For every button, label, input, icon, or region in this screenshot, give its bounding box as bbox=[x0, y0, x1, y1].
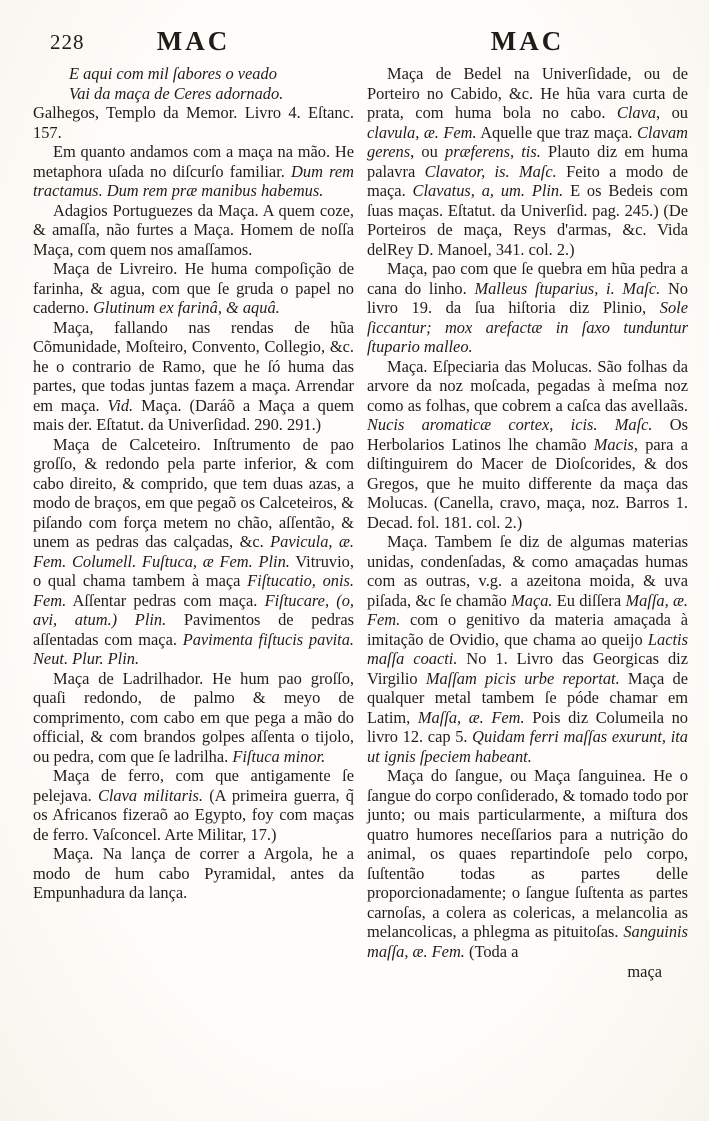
body-text: (Toda a bbox=[464, 941, 519, 961]
right-column bbox=[367, 64, 688, 982]
latin-italic-text: Maſſa, æ. Fem. bbox=[367, 590, 688, 629]
body-text: Os Herbolarios Latinos lhe chamão bbox=[367, 415, 688, 454]
body-text: Aſſentar pedras com maça. bbox=[66, 590, 265, 610]
body-text: Maça do ſangue, ou Maça ſanguinea. He o ſangue do corpo conſiderado, & tomado todo por junto; ou mais particularmente, a miſtura dos quatro humores neceſſarios para a nutrição do animal, os quaes repartindoſe pelo corpo, ſuſtentão todas as partes delle proporcionadamente; o ſangue ſuſtenta as partes carnoſas, a colera as colericas, a melancolia as melancolicas, a phlegma as pituitoſas. bbox=[367, 766, 688, 941]
body-text: Aquelle que traz maça. bbox=[476, 122, 637, 142]
paragraph bbox=[33, 844, 354, 903]
latin-italic-text: Macis bbox=[593, 434, 634, 454]
latin-italic-text: Quidam ferri maſſas exurunt, ita ut ignis ſpeciem habeant. bbox=[367, 727, 688, 766]
latin-italic-text: Clavator, is. Maſc. bbox=[424, 161, 557, 181]
latin-italic-text: Lactis maſſa coacti. bbox=[367, 629, 688, 668]
body-text: Maça, fallando nas rendas de hũa Cõmunidade, Moſteiro, Convento, Collegio, &c. he o contrario de Ramo, que he ſó huma das partes, que todas juntas fazem a maça. Arrendar em maça. bbox=[33, 317, 354, 415]
right-column-paragraphs bbox=[367, 64, 688, 961]
paragraph bbox=[33, 766, 354, 844]
body-text: , ou bbox=[656, 103, 688, 122]
latin-italic-text: Sanguinis maſſa, æ. Fem. bbox=[367, 922, 688, 961]
body-text: Maça de Bedel na Univerſidade, ou de Porteiro no Cabido, &c. He hũa vara curta de prata, com huma bola no cabo. bbox=[367, 64, 688, 122]
latin-italic-text: Dum rem tractamus. Dum rem præ manibus habemus. bbox=[33, 161, 354, 200]
running-header-right: MAC bbox=[490, 26, 565, 56]
body-text: Maça de ferro, com que antigamente ſe pelejava. bbox=[33, 766, 354, 805]
text-columns bbox=[33, 64, 688, 982]
paragraph bbox=[367, 766, 688, 961]
body-text: Maça de qualquer metal tambem ſe póde chamar em Latim, bbox=[367, 668, 689, 727]
paragraph bbox=[367, 532, 688, 766]
latin-italic-text: Fiſtuca minor. bbox=[232, 746, 326, 766]
body-text: Maça. Tambem ſe diz de algumas materias unidas, condenſadas, & como amaçadas humas com as outras, v.g. a azeitona moida, & uva piſada, &c ſe chamão bbox=[367, 532, 688, 610]
latin-italic-text: Maça. bbox=[511, 590, 553, 610]
paragraph bbox=[33, 669, 354, 767]
body-text: E os Bedeis com ſuas maças. Eſtatut. da Univerſid. pag. 245.) (De Porteiros de maça, Reys d'armas, &c. Vida delRey D. Manoel, 341. col. 2.) bbox=[367, 181, 688, 259]
paragraph bbox=[367, 259, 688, 357]
body-text: No 1. Livro das Georgicas diz Virgilio bbox=[367, 649, 688, 688]
latin-italic-text: Maſſa, æ. Fem. bbox=[417, 707, 525, 727]
body-text: Maça. Na lança de correr a Argola, he a modo de hum cabo Pyramidal, antes da Empunhadura da lança. bbox=[33, 844, 354, 902]
body-text: Maça de Ladrilhador. He hum pao groſſo, quaſi redondo, de palmo & meyo de comprimento, com cabo em que pega a mão do official, & com brandos golpes aſſenta o tijolo, ou pedra, com que ſe ladrilha. bbox=[33, 668, 354, 766]
body-text: , para a diſtinguirem do Macer de Dioſcorides, & dos Gregos, que he muito differente da maça das Molucas. (Canella, cravo, maça, noz. Barros 1. Decad. fol. 181. col. 2.) bbox=[367, 434, 688, 532]
latin-italic-text: Clavam gerens bbox=[367, 122, 688, 161]
verse-line bbox=[69, 84, 354, 104]
catchword: maça bbox=[627, 962, 662, 981]
body-text: Vitruvio, o qual chama tambem à maça bbox=[33, 551, 354, 590]
latin-italic-text: Clava bbox=[616, 103, 657, 122]
latin-italic-text: Fiſtucare, (o, avi, atum.) Plin. bbox=[33, 590, 354, 629]
body-text: Eu diſſera bbox=[552, 590, 626, 610]
body-text: com o genitivo da materia amaçada à imitação de Ovidio, que chama ao queijo bbox=[367, 610, 688, 649]
body-text: Maça de Calceteiro. Inſtrumento de pao groſſo, & redondo pela parte inferior, & com cabo direito, & comprido, que tem duas azas, a modo de braços, em que pegaõ os Calceteiros, & piſando com força metem no chão, aſſentão, & unem as pedras das calçadas, &c. bbox=[33, 434, 354, 551]
body-text: Maça, pao com que ſe quebra em hũa pedra a cana do linho. bbox=[367, 259, 688, 298]
paragraph bbox=[367, 64, 688, 259]
latin-italic-text: Pavimenta fiſtucis pavita. Neut. Plur. Plin. bbox=[33, 629, 354, 668]
latin-italic-text: Sole ſiccantur; mox arefactæ in ſaxo tunduntur ſtupario malleo. bbox=[367, 298, 688, 356]
body-text: Galhegos, Templo da Memor. Livro 4. Eſtanc. 157. bbox=[33, 103, 354, 142]
page-number: 228 bbox=[50, 30, 85, 54]
body-text: Maça de Livreiro. He huma compoſição de farinha, & agua, com que ſe gruda o papel no caderno. bbox=[33, 259, 354, 317]
body-text: Pois diz Columeila no livro 12. cap 5. bbox=[367, 707, 688, 746]
running-header-left: MAC bbox=[156, 26, 231, 56]
body-text: Em quanto andamos com a maça na mão. He metaphora uſada no diſcurſo familiar. bbox=[33, 142, 354, 181]
body-text: No livro 19. da ſua hiſtoria diz Plinio, bbox=[367, 278, 688, 317]
latin-italic-text: Malleus ſtuparius, i. Maſc. bbox=[474, 278, 661, 298]
verse-line bbox=[69, 64, 354, 84]
latin-italic-text: Clava militaris. bbox=[97, 785, 203, 805]
left-column bbox=[33, 64, 354, 982]
body-text: Plauto diz em huma palavra bbox=[367, 142, 689, 181]
paragraph bbox=[33, 142, 354, 201]
latin-italic-text: Maſſam picis urbe reportat. bbox=[425, 668, 620, 688]
body-text: Adagios Portuguezes da Maça. A quem coze, & amaſſa, não furtes a Maça. Homem de noſſa Maça, com quem nos amaſſamos. bbox=[33, 200, 354, 259]
latin-italic-text: præferens, tis. bbox=[445, 142, 541, 161]
body-text: Pavimentos de pedras aſſentadas com maça. bbox=[33, 610, 354, 649]
body-text: Feito a modo de maça. bbox=[367, 161, 689, 200]
latin-italic-text: Vai da maça de Ceres adornado. bbox=[69, 83, 284, 103]
paragraph bbox=[33, 318, 354, 435]
latin-italic-text: Fiſtucatio, onis. Fem. bbox=[33, 571, 354, 610]
body-text: Maça. (Daráõ a Maça a quem mais der. Eſtatut. da Univerſidad. 290. 291.) bbox=[33, 395, 354, 434]
latin-italic-text: Nucis aromaticæ cortex, icis. Maſc. bbox=[367, 415, 653, 434]
latin-italic-text: Pavicula, æ. Fem. Columell. Fuſtuca, æ Fem. Plin. bbox=[33, 532, 354, 571]
paragraph bbox=[33, 201, 354, 260]
latin-italic-text: clavula, æ. Fem. bbox=[367, 122, 477, 142]
latin-italic-text: Vid. bbox=[107, 395, 134, 415]
latin-italic-text: Glutinum ex farinâ, & aquâ. bbox=[93, 298, 280, 317]
latin-italic-text: Clavatus, a, um. Plin. bbox=[412, 181, 564, 200]
paragraph bbox=[367, 357, 688, 533]
body-text: (A primeira guerra, q̃ os Africanos fizeraõ ao Egypto, foy com maças de ferro. Vaſconcel. Arte Militar, 17.) bbox=[33, 785, 354, 844]
paragraph bbox=[33, 259, 354, 318]
paragraph bbox=[33, 103, 354, 142]
body-text: , ou bbox=[410, 142, 445, 161]
paragraph bbox=[33, 435, 354, 669]
body-text: Maça. Eſpeciaria das Molucas. São folhas da arvore da noz moſcada, pegadas à meſma noz como as folhas, que cobrem a caſca das avellaãs. bbox=[367, 356, 688, 415]
latin-italic-text: E aqui com mil ſabores o veado bbox=[69, 64, 277, 83]
